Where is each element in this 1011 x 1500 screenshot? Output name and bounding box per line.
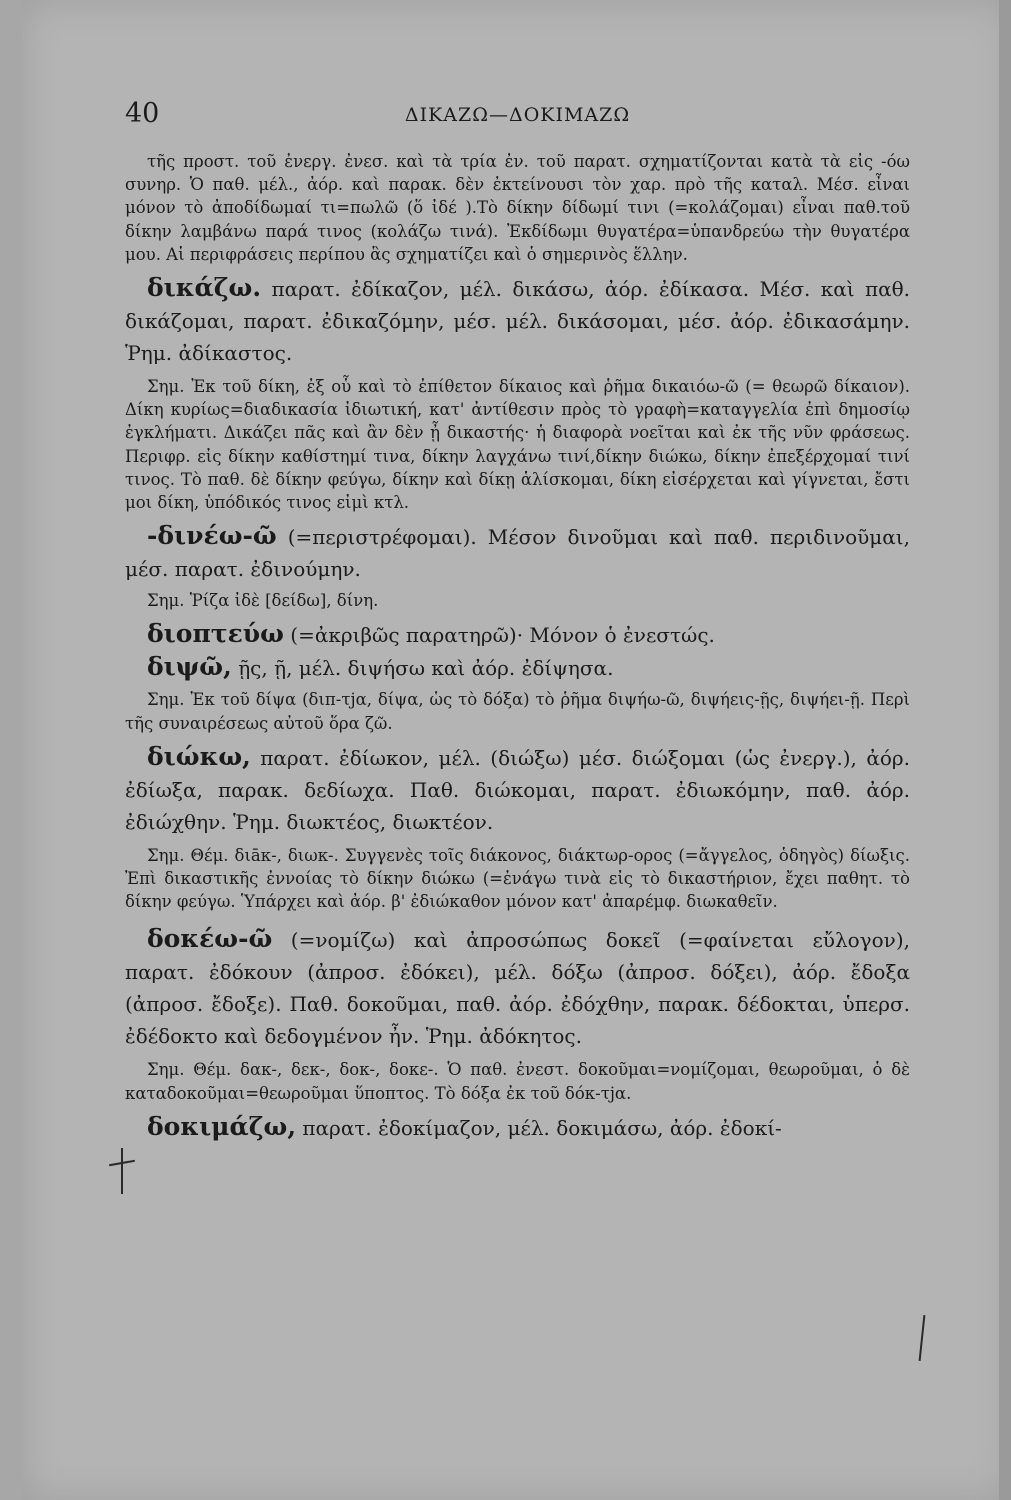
lemma: δοκέω-ῶ (147, 924, 273, 954)
entry-dokeo (125, 923, 910, 1052)
handwritten-margin-mark (917, 1305, 937, 1365)
entry-text: ῇς, ῇ, μέλ. διψήσω καὶ ἀόρ. ἐδίψησα. (238, 656, 614, 681)
entry-text: (=ἀκριβῶς παρατηρῶ)· Μόνον ὁ ἐνεστώς. (290, 623, 715, 648)
note-paragraph: Σημ. Θέμ. διāκ-, διωκ-. Συγγενὲς τοῖς διάκονος, διάκτωρ-ορος (=ἄγγελος, ὁδηγὸς) δίωξις. Ἐπὶ δικαστικῆς ἐννοίας τὸ δίκην διώκω (=ἐνάγω τινὰ εἰς τὸ δικαστήριον, ἔχει παθητ. τὸ δίκην φεύγω. Ὑπάρχει καὶ ἀόρ. β' ἐδιώκαθον μόνον κατ' ἀπαρέμφ. διωκαθεῖν. (125, 845, 910, 912)
note-paragraph: τῆς προστ. τοῦ ἐνεργ. ἐνεσ. καὶ τὰ τρία ἐν. τοῦ παρατ. σχηματίζονται κατὰ τὰ εἰς -όω συνηρ. Ὁ παθ. μέλ., ἀόρ. καὶ παρακ. δὲν ἐκτείνουσι τὸν χαρ. πρὸ τῆς καταλ. Μέσ. εἶναι μόνον τὸ ἀποδίδωμαί τι=πωλῶ (ὅ ἰδέ ).Τὸ δίκην δίδωμί τινι (=κολάζομαι) εἶναι παθ.τοῦ δίκην λαμβάνω παρά τινος (κολάζω τινά). Ἐκδίδωμι θυγατέρα=ὑπανδρεύω τὴν θυγατέρα μου. Αἱ περιφράσεις περίπου ἃς σχηματίζει καὶ ὁ σημερινὸς ἕλλην. (125, 152, 910, 264)
lemma: διψῶ, (147, 652, 232, 682)
note-paragraph: Σημ. Ἐκ τοῦ δίψα (διπ-τjα, δίψα, ὡς τὸ δόξα) τὸ ῥῆμα διψήω-ῶ, διψήεις-ῇς, διψήει-ῇ. Περὶ τῆς συναιρέσεως αὐτοῦ ὅρα ζῶ. (125, 690, 910, 733)
handwritten-cross-mark (107, 1148, 137, 1194)
lemma: διοπτεύω (147, 619, 284, 649)
note-paragraph: Σημ. Ἐκ τοῦ δίκη, ἐξ οὗ καὶ τὸ ἐπίθετον δίκαιος καὶ ῥῆμα δικαιόω-ῶ (= θεωρῶ δίκαιον). Δίκη κυρίως=διαδικασία ἰδιωτική, κατ' ἀντίθεσιν πρὸς τὸ γραφὴ=καταγγελία ἐπὶ δημοσίῳ ἐγκλήματι. Δικάζει πᾶς καὶ ἂν δὲν ᾖ δικαστής· ἡ διαφορὰ νοεῖται καὶ ἐκ τῆς νῦν φράσεως. Περιφρ. εἰς δίκην καθίστημί τινα, δίκην λαγχάνω τινί,δίκην διώκω, δίκην ἐπεξέρχομαί τινί τινος. Τὸ παθ. δὲ δίκην φεύγω, δίκην καὶ δίκῃ ἁλίσκομαι, δίκη εἰσέρχεται καὶ γίγνεται, ἔστι μοι δίκη, ὑπόδικός τινος εἰμὶ κτλ. (125, 377, 910, 513)
running-head: ΔΙΚΑΖΩ—ΔΟΚΙΜΑΖΩ (404, 104, 631, 126)
lemma: δοκιμάζω, (147, 1111, 297, 1141)
lemma: δικάζω. (147, 273, 262, 303)
entry-diopteuo (125, 618, 910, 651)
entry-dipso (125, 651, 910, 684)
entry-text: παρατ. ἐδίκαζον, μέλ. δικάσω, ἀόρ. ἐδίκασα. Μέσ. καὶ παθ. δικάζομαι, παρατ. ἐδικαζόμην, μέσ. μέλ. δικάσομαι, μέσ. ἀόρ. ἐδικασάμην. Ῥημ. ἀδίκαστος. (125, 277, 911, 366)
note-paragraph: Σημ. Θέμ. δακ-, δεκ-, δοκ-, δοκε-. Ὁ παθ. ἐνεστ. δοκοῦμαι=νομίζομαι, θεωροῦμαι, ὁ δὲ καταδοκοῦμαι=θεωροῦμαι ὕποπτος. Τὸ δόξα ἐκ τοῦ δόκ-τjα. (125, 1060, 910, 1103)
lemma: -δινέω-ῶ (147, 521, 277, 551)
entry-text: (=περιστρέφομαι). Μέσον δινοῦμαι καὶ παθ. περιδινοῦμαι, μέσ. παρατ. ἐδινούμην. (125, 525, 911, 582)
page-header (125, 98, 910, 138)
entry-dikazo (125, 272, 910, 369)
note-paragraph: Σημ. Ῥίζα ἰδὲ [δείδω], δίνη. (147, 591, 379, 611)
entry-text: παρατ. ἐδίωκον, μέλ. (διώξω) μέσ. διώξομαι (ὡς ἐνεργ.), ἀόρ. ἐδίωξα, παρακ. δεδίωχα. Παθ. διώκομαι, παρατ. ἐδιωκόμην, παθ. ἀόρ. ἐδιώχθην. Ῥημ. διωκτέος, διωκτέον. (125, 745, 910, 834)
entry-text: (=νομίζω) καὶ ἀπροσώπως δοκεῖ (=φαίνεται εὔλογον), παρατ. ἐδόκουν (ἀπροσ. ἐδόκει), μέλ. δόξω (ἀπροσ. δόξει), ἀόρ. ἔδοξα (ἀπροσ. ἔδοξε). Παθ. δοκοῦμαι, παθ. ἀόρ. ἐδόχθην, παρακ. δέδοκται, ὑπερσ. ἐδέδοκτο καὶ δεδογμένον ἦν. Ῥημ. ἀδόκητος. (125, 928, 910, 1049)
lemma: διώκω, (147, 741, 251, 771)
entry-dokimazo (125, 1111, 910, 1144)
dictionary-text (125, 150, 910, 1144)
entry-text: παρατ. ἐδοκίμαζον, μέλ. δοκιμάσω, ἀόρ. ἐδοκί- (302, 1115, 782, 1140)
page-number: 40 (125, 98, 160, 129)
entry-dioko (125, 741, 910, 838)
page-edge (999, 0, 1011, 1500)
entry-dineo (125, 520, 910, 585)
